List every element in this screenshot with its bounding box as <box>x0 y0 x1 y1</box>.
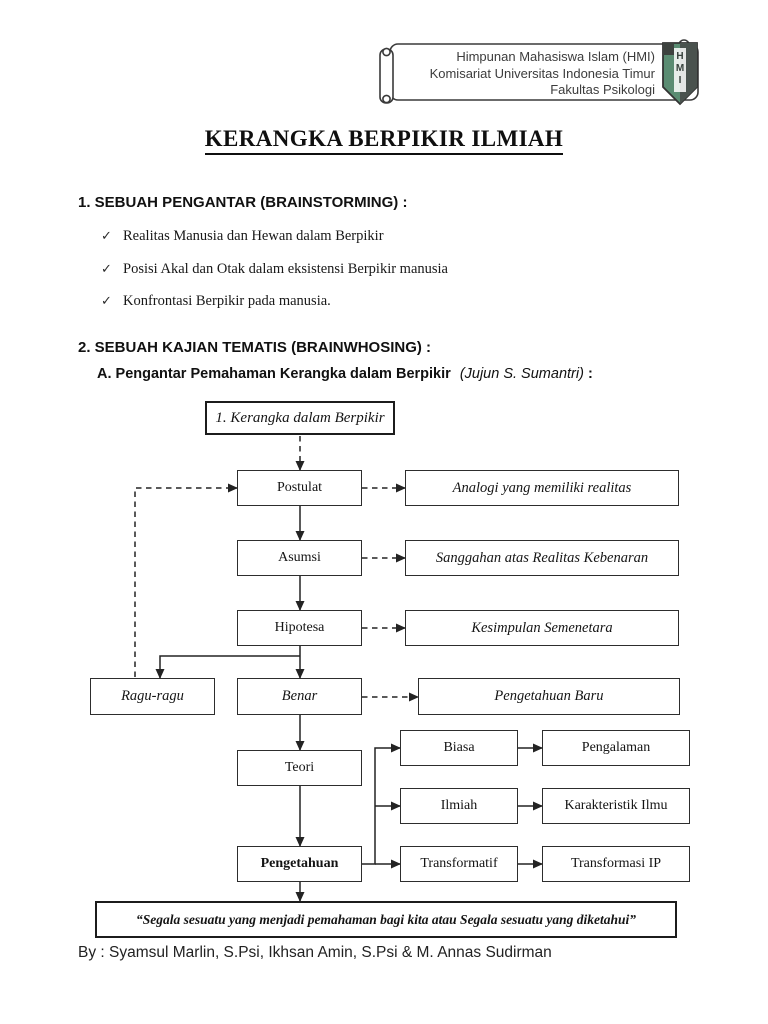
list-item-text: Realitas Manusia dan Hewan dalam Berpikir <box>123 228 384 244</box>
node-karakteristik-ilmu: Karakteristik Ilmu <box>542 788 690 824</box>
org-faculty: Fakultas Psikologi <box>550 82 655 97</box>
section-pengantar-heading: 1. SEBUAH PENGANTAR (BRAINSTORMING) : <box>78 194 408 211</box>
node-biasa: Biasa <box>400 730 518 766</box>
section-kajian-heading: 2. SEBUAH KAJIAN TEMATIS (BRAINWHOSING) : <box>78 339 432 356</box>
node-pengetahuan-baru: Pengetahuan Baru <box>418 678 680 715</box>
node-postulat: Postulat <box>237 470 362 506</box>
list-item <box>101 228 384 245</box>
node-ragu-ragu: Ragu-ragu <box>90 678 215 715</box>
page-title: KERANGKA BERPIKIR ILMIAH <box>205 126 563 155</box>
node-kesimpulan: Kesimpulan Semenetara <box>405 610 679 646</box>
node-quote: “Segala sesuatu yang menjadi pemahaman bagi kita atau Segala sesuatu yang diketahui” <box>95 901 677 938</box>
title-row <box>0 126 768 155</box>
node-pengetahuan: Pengetahuan <box>237 846 362 882</box>
subheading-author: (Jujun S. Sumantri) <box>459 366 584 382</box>
header-banner <box>375 36 705 110</box>
svg-text:I: I <box>678 75 682 86</box>
svg-text:M: M <box>675 63 685 74</box>
authors-byline: By : Syamsul Marlin, S.Psi, Ikhsan Amin, S.Psi & M. Annas Sudirman <box>78 944 552 961</box>
check-icon: ✓ <box>101 262 112 277</box>
list-item-text: Konfrontasi Berpikir pada manusia. <box>123 293 331 309</box>
check-icon: ✓ <box>101 229 112 244</box>
check-icon: ✓ <box>101 294 112 309</box>
node-teori: Teori <box>237 750 362 786</box>
hmi-shield-logo-icon <box>657 40 703 108</box>
section-kajian-subheading <box>97 366 593 382</box>
node-transformasi-ip: Transformasi IP <box>542 846 690 882</box>
node-analogi: Analogi yang memiliki realitas <box>405 470 679 506</box>
node-hipotesa: Hipotesa <box>237 610 362 646</box>
node-transformatif: Transformatif <box>400 846 518 882</box>
node-ilmiah: Ilmiah <box>400 788 518 824</box>
org-identity <box>393 49 655 99</box>
node-benar: Benar <box>237 678 362 715</box>
node-asumsi: Asumsi <box>237 540 362 576</box>
org-name: Himpunan Mahasiswa Islam (HMI) <box>456 49 655 64</box>
list-item-text: Posisi Akal dan Otak dalam eksistensi Berpikir manusia <box>123 261 448 277</box>
org-unit: Komisariat Universitas Indonesia Timur <box>429 65 655 81</box>
subheading-bold: A. Pengantar Pemahaman Kerangka dalam Berpikir <box>97 366 451 382</box>
svg-text:H: H <box>676 51 684 62</box>
list-item <box>101 261 448 278</box>
list-item <box>101 293 331 310</box>
node-pengalaman: Pengalaman <box>542 730 690 766</box>
subheading-colon: : <box>587 366 593 382</box>
node-kerangka: 1. Kerangka dalam Berpikir <box>205 401 395 435</box>
node-sanggahan: Sanggahan atas Realitas Kebenaran <box>405 540 679 576</box>
